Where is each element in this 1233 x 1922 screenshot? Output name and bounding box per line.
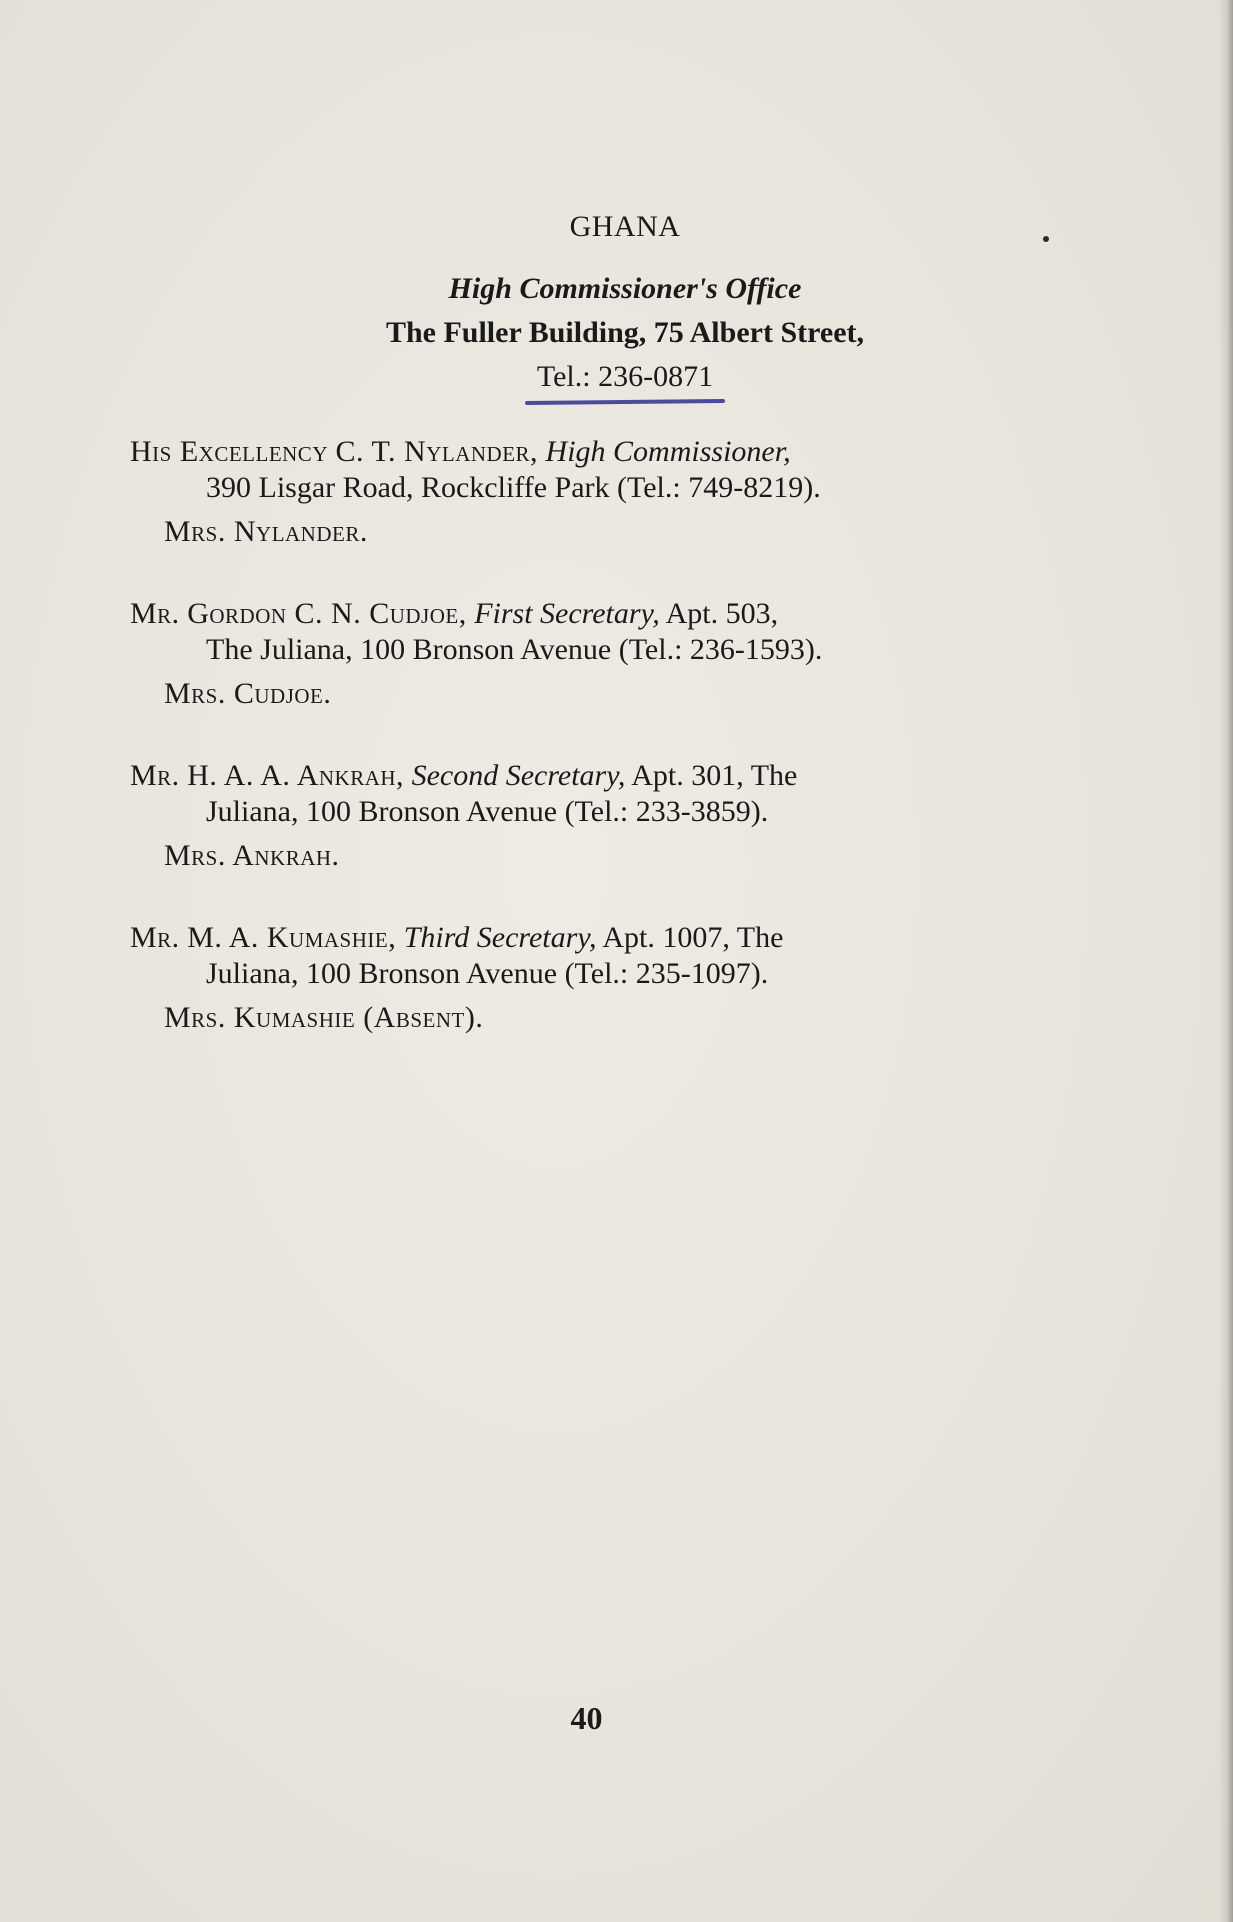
staff-entry	[130, 596, 1060, 712]
entry-first-line	[130, 758, 1060, 794]
staff-entry	[130, 758, 1060, 874]
directory-section	[130, 210, 1060, 1082]
entry-continuation: Juliana, 100 Bronson Avenue (Tel.: 235-1097).	[206, 957, 769, 990]
entry-title: Mr.	[130, 597, 180, 630]
entry-spouse: Mrs. Cudjoe.	[164, 677, 332, 710]
entry-role: High Commissioner,	[545, 435, 791, 468]
entry-name: M. A. Kumashie,	[187, 921, 397, 954]
office-address: The Fuller Building, 75 Albert Street,	[385, 316, 865, 349]
entry-first-line	[130, 596, 1060, 632]
entry-continuation: 390 Lisgar Road, Rockcliffe Park (Tel.: 749-8219).	[206, 471, 821, 504]
entry-role: First Secretary,	[474, 597, 660, 630]
entry-first-line	[130, 434, 1060, 470]
entry-continuation: The Juliana, 100 Bronson Avenue (Tel.: 236-1593).	[206, 633, 823, 666]
entry-spouse: Mrs. Nylander.	[164, 515, 368, 548]
entry-name: Gordon C. N. Cudjoe,	[187, 597, 467, 630]
staff-entry	[130, 920, 1060, 1036]
staff-entry	[130, 434, 1060, 550]
page-number: 40	[570, 1700, 603, 1736]
entry-details: Apt. 301, The	[631, 759, 798, 792]
page-edge-shadow	[1219, 0, 1233, 1922]
entry-first-line	[130, 920, 1060, 956]
telephone-text: Tel.: 236-0871	[536, 360, 714, 393]
office-telephone	[130, 360, 1060, 394]
entry-title: His Excellency	[130, 435, 328, 468]
entry-spouse: Mrs. Ankrah.	[164, 839, 340, 872]
entry-role: Second Secretary,	[411, 759, 626, 792]
ink-speck	[1043, 236, 1049, 242]
entry-details: Apt. 1007, The	[602, 921, 784, 954]
office-title: High Commissioner's Office	[448, 272, 802, 305]
entry-details: Apt. 503,	[665, 597, 779, 630]
entry-title: Mr.	[130, 759, 180, 792]
entry-name: C. T. Nylander,	[335, 435, 539, 468]
entry-name: H. A. A. Ankrah,	[187, 759, 405, 792]
country-heading: GHANA	[569, 210, 681, 243]
entry-continuation: Juliana, 100 Bronson Avenue (Tel.: 233-3859).	[206, 795, 769, 828]
entry-role: Third Secretary,	[403, 921, 597, 954]
entry-title: Mr.	[130, 921, 180, 954]
entry-spouse: Mrs. Kumashie (Absent).	[164, 1001, 484, 1034]
